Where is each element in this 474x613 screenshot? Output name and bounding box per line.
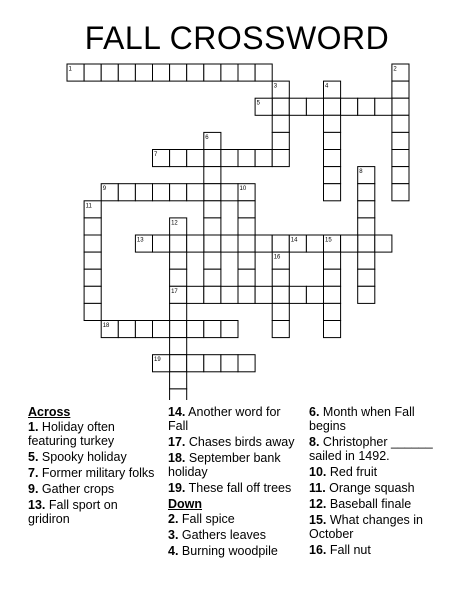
grid-cell[interactable] [358, 252, 375, 269]
cell-number: 7 [154, 152, 158, 158]
grid-cell[interactable] [204, 64, 221, 81]
clue-text: Holiday often featuring turkey [28, 420, 115, 448]
grid-cell[interactable] [272, 269, 289, 286]
clue-item [168, 528, 303, 542]
grid-cell[interactable] [375, 98, 392, 115]
clue-item [309, 497, 449, 511]
grid-cell[interactable] [84, 235, 101, 252]
clue-item [309, 405, 449, 433]
grid-cell[interactable] [84, 286, 101, 303]
grid-cell[interactable] [221, 64, 238, 81]
cell-number: 5 [256, 100, 260, 107]
grid-cell[interactable] [238, 252, 255, 269]
grid-cell[interactable] [170, 269, 187, 286]
clue-item [309, 513, 449, 541]
grid-cell[interactable] [238, 150, 255, 167]
grid-cell[interactable] [392, 167, 409, 184]
grid-cell[interactable] [170, 64, 187, 81]
grid-cell[interactable] [170, 150, 187, 167]
clue-text: Christopher ______ sailed in 1492. [309, 435, 433, 463]
grid-cell[interactable] [358, 184, 375, 201]
grid-cell[interactable] [153, 235, 170, 252]
grid-cell[interactable] [324, 321, 341, 338]
across-heading: Across [28, 405, 71, 419]
grid-cell[interactable] [392, 132, 409, 149]
clue-item [28, 420, 160, 448]
grid-cell[interactable] [170, 303, 187, 320]
clue-number: 12. [309, 497, 327, 511]
clue-number: 6. [309, 405, 320, 419]
grid-cell[interactable] [153, 184, 170, 201]
clue-text: Fall nut [326, 543, 371, 557]
clue-text: Gathers leaves [178, 528, 266, 542]
grid-cell[interactable] [358, 218, 375, 235]
grid-cell[interactable] [170, 389, 187, 400]
clue-number: 13. [28, 498, 46, 512]
grid-cell[interactable] [84, 64, 101, 81]
grid-cell[interactable] [135, 184, 152, 201]
grid-cell[interactable] [118, 321, 135, 338]
clue-item [28, 482, 160, 496]
cell-number: 1 [68, 66, 72, 73]
cell-number: 11 [85, 203, 92, 210]
clue-item [309, 543, 449, 557]
grid-cell[interactable] [306, 286, 323, 303]
cell-number: 16 [273, 254, 281, 261]
clue-text: Chases birds away [185, 435, 295, 449]
grid-cell[interactable] [101, 64, 118, 81]
grid-cell[interactable] [204, 321, 221, 338]
grid-cell[interactable] [187, 150, 204, 167]
grid-cell[interactable] [358, 286, 375, 303]
grid-cell[interactable] [358, 201, 375, 218]
grid-cell[interactable] [204, 269, 221, 286]
clue-number: 15. [309, 513, 327, 527]
grid-cell[interactable] [324, 167, 341, 184]
clue-item [168, 481, 303, 495]
clue-item [168, 512, 303, 526]
grid-cell[interactable] [358, 98, 375, 115]
clue-item [28, 450, 160, 464]
clue-item [168, 451, 303, 479]
grid-cell[interactable] [204, 218, 221, 235]
clue-item [168, 435, 303, 449]
clues-column-2 [168, 405, 303, 560]
grid-cell[interactable] [238, 269, 255, 286]
grid-cell[interactable] [204, 235, 221, 252]
clue-text: Another word for Fall [168, 405, 281, 433]
grid-cell[interactable] [221, 321, 238, 338]
grid-cell[interactable] [306, 235, 323, 252]
grid-cell[interactable] [118, 64, 135, 81]
grid-cell[interactable] [170, 372, 187, 389]
grid-cell[interactable] [324, 150, 341, 167]
grid-cell[interactable] [255, 286, 272, 303]
clue-text: What changes in October [309, 513, 423, 541]
grid-cell[interactable] [358, 269, 375, 286]
grid-cell[interactable] [272, 132, 289, 149]
grid-cell[interactable] [170, 338, 187, 355]
grid-cell[interactable] [238, 235, 255, 252]
clue-number: 4. [168, 544, 179, 558]
grid-cell[interactable] [221, 184, 238, 201]
grid-cell[interactable] [84, 303, 101, 320]
grid-cell[interactable] [170, 321, 187, 338]
grid-cell[interactable] [324, 269, 341, 286]
cell-number: 13 [136, 237, 144, 244]
grid-cell[interactable] [324, 184, 341, 201]
grid-cell[interactable] [204, 286, 221, 303]
grid-cell[interactable] [204, 252, 221, 269]
clue-text: Fall spice [178, 512, 235, 526]
clue-text: Month when Fall begins [309, 405, 415, 433]
cell-number: 4 [325, 83, 329, 90]
puzzle-title: FALL CROSSWORD [84, 20, 390, 56]
grid-cell[interactable] [204, 355, 221, 372]
cell-number: 2 [393, 66, 397, 73]
grid-cell[interactable] [324, 303, 341, 320]
grid-cell[interactable] [324, 115, 341, 132]
grid-cell[interactable] [272, 286, 289, 303]
clue-text: Former military folks [38, 466, 155, 480]
grid-cell[interactable] [324, 98, 341, 115]
grid-cell[interactable] [170, 235, 187, 252]
clue-number: 11. [309, 481, 326, 495]
grid-cell[interactable] [272, 321, 289, 338]
grid-cell[interactable] [84, 218, 101, 235]
clue-text: Spooky holiday [38, 450, 127, 464]
clue-number: 10. [309, 465, 327, 479]
grid-cell[interactable] [272, 115, 289, 132]
grid-cell[interactable] [392, 81, 409, 98]
clue-number: 2. [168, 512, 179, 526]
clue-text: Gather crops [38, 482, 115, 496]
clue-number: 7. [28, 466, 39, 480]
grid-cell[interactable] [204, 201, 221, 218]
grid-cell[interactable] [221, 286, 238, 303]
clue-text: Baseball finale [326, 497, 412, 511]
clues-column-3 [309, 405, 449, 559]
clue-number: 19. [168, 481, 186, 495]
grid-cell[interactable] [392, 98, 409, 115]
grid-cell[interactable] [272, 235, 289, 252]
grid-cell[interactable] [255, 64, 272, 81]
cell-number: 12 [171, 220, 178, 227]
grid-cell[interactable] [238, 355, 255, 372]
grid-cell[interactable] [204, 184, 221, 201]
grid-cell[interactable] [221, 235, 238, 252]
grid-cell[interactable] [221, 355, 238, 372]
grid-cell[interactable] [324, 132, 341, 149]
clue-number: 18. [168, 451, 186, 465]
cell-number: 6 [205, 134, 209, 141]
grid-cell[interactable] [341, 235, 358, 252]
grid-cell[interactable] [238, 201, 255, 218]
grid-cell[interactable] [392, 150, 409, 167]
clue-number: 8. [309, 435, 320, 449]
clue-item [168, 405, 303, 433]
grid-cell[interactable] [392, 115, 409, 132]
grid-cell[interactable] [289, 98, 306, 115]
grid-cell[interactable] [187, 321, 204, 338]
clue-text: Burning woodpile [178, 544, 278, 558]
grid-cell[interactable] [170, 252, 187, 269]
grid-cell[interactable] [238, 218, 255, 235]
clue-item [28, 498, 160, 526]
grid-cell[interactable] [170, 184, 187, 201]
grid-cell[interactable] [341, 98, 358, 115]
grid-cell[interactable] [187, 286, 204, 303]
grid-cell[interactable] [84, 252, 101, 269]
grid-cell[interactable] [204, 150, 221, 167]
grid-cell[interactable] [272, 150, 289, 167]
grid-cell[interactable] [135, 321, 152, 338]
grid-cell[interactable] [238, 64, 255, 81]
grid-cell[interactable] [170, 355, 187, 372]
clue-number: 1. [28, 420, 39, 434]
clue-number: 16. [309, 543, 327, 557]
clue-item [168, 544, 303, 558]
grid-cell[interactable] [392, 184, 409, 201]
grid-cell[interactable] [153, 64, 170, 81]
clue-text: These fall off trees [185, 481, 292, 495]
grid-cell[interactable] [272, 303, 289, 320]
grid-cell[interactable] [118, 184, 135, 201]
grid-cell[interactable] [358, 235, 375, 252]
grid-cell[interactable] [324, 252, 341, 269]
grid-cell[interactable] [306, 98, 323, 115]
grid-cell[interactable] [324, 286, 341, 303]
grid-cell[interactable] [187, 64, 204, 81]
cell-number: 3 [273, 83, 278, 90]
clue-number: 17. [168, 435, 186, 449]
grid-cell[interactable] [187, 184, 204, 201]
grid-cell[interactable] [255, 235, 272, 252]
clue-item [309, 435, 449, 463]
clue-item [309, 481, 449, 495]
cell-number: 15 [325, 237, 332, 244]
grid-cell[interactable] [272, 98, 289, 115]
cell-number: 19 [154, 357, 161, 364]
clue-item [28, 466, 160, 480]
clue-number: 9. [28, 482, 39, 496]
clue-number: 3. [168, 528, 179, 542]
grid-cell[interactable] [238, 286, 255, 303]
grid-cell[interactable] [221, 150, 238, 167]
clue-item [309, 465, 449, 479]
grid-cell[interactable] [153, 321, 170, 338]
grid-cell[interactable] [84, 269, 101, 286]
clue-text: September bank holiday [168, 451, 281, 479]
clue-number: 14. [168, 405, 186, 419]
clue-text: Fall sport on gridiron [28, 498, 118, 526]
cell-number: 8 [359, 169, 363, 176]
cell-number: 14 [290, 237, 298, 244]
clue-number: 5. [28, 450, 39, 464]
cell-number: 9 [102, 186, 107, 193]
grid-cell[interactable] [135, 64, 152, 81]
grid-cell[interactable] [375, 235, 392, 252]
cell-number: 18 [102, 323, 110, 329]
grid-cell[interactable] [204, 167, 221, 184]
down-heading: Down [168, 497, 203, 511]
grid-cell[interactable] [187, 235, 204, 252]
clue-text: Orange squash [325, 481, 415, 495]
grid-cell[interactable] [289, 286, 306, 303]
clues-column-1 [28, 405, 160, 528]
cell-number: 10 [239, 186, 247, 193]
grid-cell[interactable] [255, 150, 272, 167]
grid-cell[interactable] [187, 355, 204, 372]
cell-number: 17 [171, 288, 178, 295]
clue-text: Red fruit [326, 465, 378, 479]
